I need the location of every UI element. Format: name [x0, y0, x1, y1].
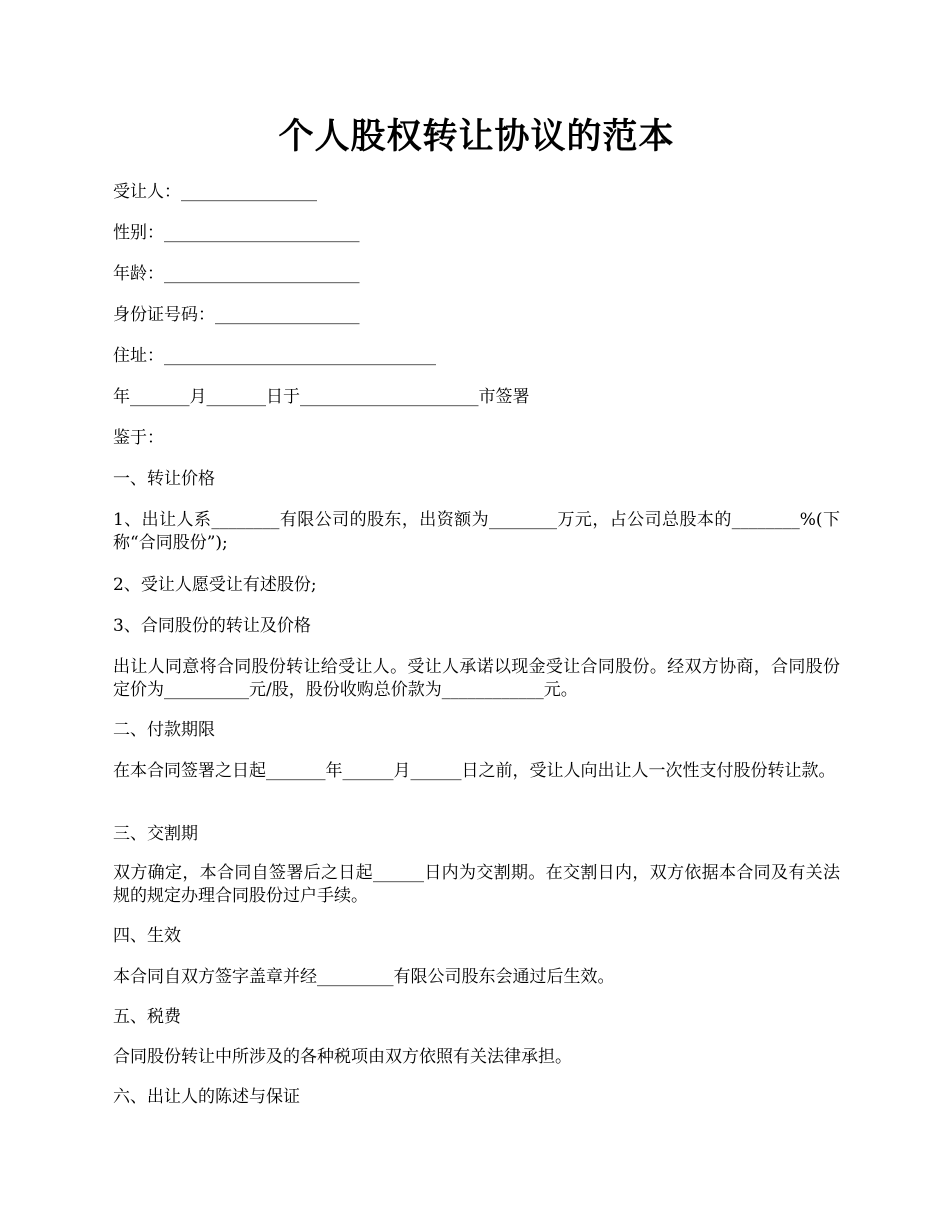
address-field: 住址：________________________________: [113, 346, 436, 366]
taxes-body: 合同股份转让中所涉及的各种税项由双方依照有关法律承担。: [113, 1047, 572, 1067]
gender-field: 性别：_______________________: [113, 223, 360, 243]
age-field: 年龄：_______________________: [113, 264, 360, 284]
clause-3-heading: 3、合同股份的转让及价格: [113, 616, 311, 636]
section-heading-payment: 二、付款期限: [113, 720, 215, 740]
whereas-heading: 鉴于：: [113, 428, 164, 448]
document-title: 个人股权转让协议的范本: [278, 116, 675, 157]
signing-date-line: 年_______月_______日于_____________________市签署: [113, 387, 530, 407]
clause-3-body: 出让人同意将合同股份转让给受让人。受让人承诺以现金受让合同股份。经双方协商，合同股份定价为__________元/股，股份收购总价款为____________元。: [113, 657, 840, 700]
section-heading-effect: 四、生效: [113, 926, 181, 946]
id-number-field: 身份证号码：_________________: [113, 305, 360, 325]
delivery-body: 双方确定，本合同自签署后之日起______日内为交割期。在交割日内，双方依据本合同及有关法规的规定办理合同股份过户手续。: [113, 863, 840, 906]
clause-1: 1、出让人系________有限公司的股东，出资额为________万元，占公司总股本的________%(下称“合同股份”);: [113, 510, 840, 553]
section-heading-taxes: 五、税费: [113, 1007, 181, 1027]
clause-2: 2、受让人愿受让有述股份;: [113, 575, 317, 595]
transferee-field: 受让人：________________: [113, 182, 317, 202]
payment-body: 在本合同签署之日起_______年______月______日之前，受让人向出让人一次性支付股份转让款。: [113, 761, 836, 781]
section-heading-price: 一、转让价格: [113, 469, 215, 489]
effect-body: 本合同自双方签字盖章并经_________有限公司股东会通过后生效。: [113, 967, 615, 987]
section-heading-delivery: 三、交割期: [113, 824, 198, 844]
section-heading-warranties: 六、出让人的陈述与保证: [113, 1087, 300, 1107]
